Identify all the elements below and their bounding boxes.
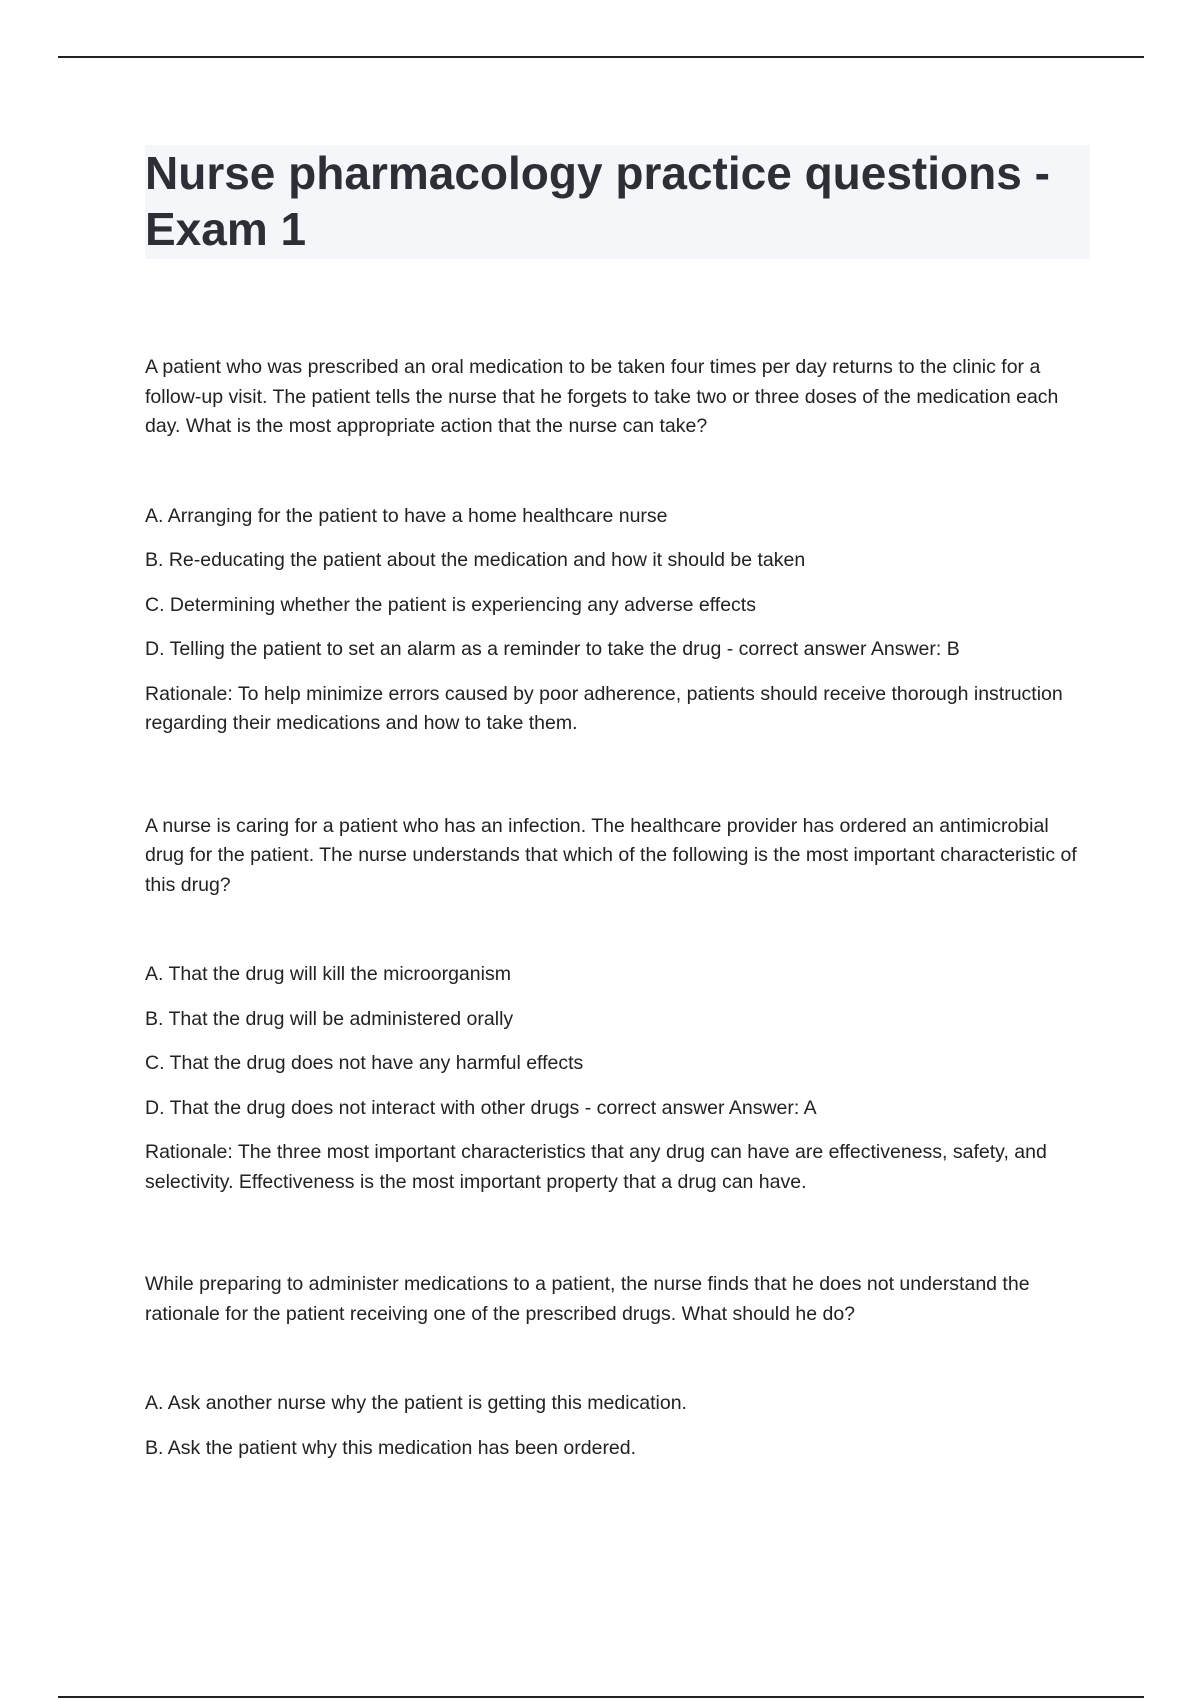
question-block [145,1270,1090,1463]
answer-option: D. That the drug does not interact with other drugs - correct answer Answer: A [145,1096,817,1119]
bottom-rule [58,1696,1144,1698]
question-stem: A patient who was prescribed an oral medication to be taken four times per day returns to the clinic for a follow-up visit. The patient tells the nurse that he forgets to take two or three doses of the medication each day. What is the most appropriate action that the nurse can take? [145,356,1059,437]
answer-option: B. Ask the patient why this medication has been ordered. [145,1436,637,1459]
answer-options [145,502,1090,665]
question-stem: While preparing to administer medications to a patient, the nurse finds that he does not understand the rationale for the patient receiving one of the prescribed drugs. What should he do? [145,1273,1030,1325]
question-block [145,353,1090,739]
page-title: Nurse pharmacology practice questions - Exam 1 [145,145,1090,259]
rationale-text: Rationale: To help minimize errors caused by poor adherence, patients should receive thorough instruction regarding their medications and how to take them. [145,682,1063,734]
answer-option: B. Re-educating the patient about the medication and how it should be taken [145,549,806,571]
document-body [145,145,1090,1478]
answer-option: A. That the drug will kill the microorganism [145,963,511,985]
rationale-text: Rationale: The three most important characteristics that any drug can have are effectiveness, safety, and selectivity. Effectiveness is the most important property that a drug can have. [145,1141,1047,1193]
answer-options [145,960,1090,1123]
answer-option: C. That the drug does not have any harmful effects [145,1052,584,1074]
answer-options [145,1389,1090,1463]
answer-option: A. Arranging for the patient to have a home healthcare nurse [145,504,668,527]
answer-option: B. That the drug will be administered orally [145,1007,514,1030]
question-stem: A nurse is caring for a patient who has an infection. The healthcare provider has ordered an antimicrobial drug for the patient. The nurse understands that which of the following is the most important characteristic of this drug? [145,814,1077,896]
answer-option: C. Determining whether the patient is experiencing any adverse effects [145,593,756,616]
question-block [145,812,1090,1198]
top-rule [58,56,1144,58]
answer-option: D. Telling the patient to set an alarm as a reminder to take the drug - correct answer Answer: B [145,638,960,660]
answer-option: A. Ask another nurse why the patient is getting this medication. [145,1392,687,1414]
